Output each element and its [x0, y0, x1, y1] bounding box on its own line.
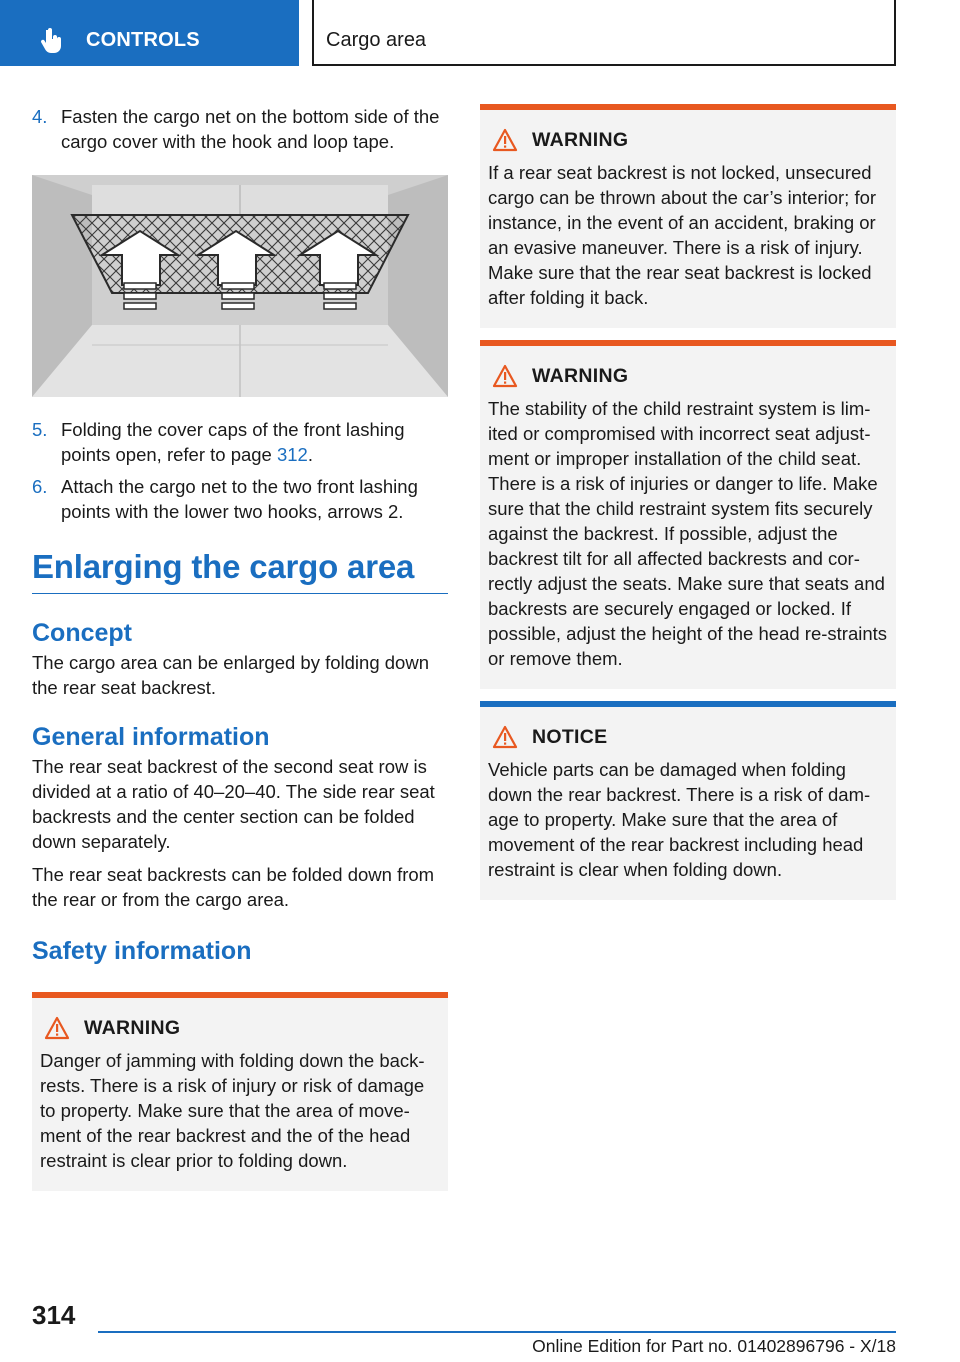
chapter-label: CONTROLS [86, 29, 200, 51]
warning-triangle-icon [44, 1016, 70, 1040]
concept-text: The cargo area can be enlarged by folding down the rear seat backrest. [32, 652, 429, 698]
hand-pointer-icon [40, 28, 64, 54]
right-column [480, 104, 896, 900]
warning-text: The stability of the child restraint system is lim-ited or compromised with incorrect seat adjust-ment or improper installation of the child seat. There is a risk of injuries or danger to life. Make sure that the child restraint system fits securely against the backrest. If possible, adjust the backrest tilt for all affected backrests and cor-rectly adjust the seats. Make sure that seats and backrests are securely engaged or locked. If possible, adjust the height of the head re-straints or remove them. [488, 398, 888, 669]
warning-triangle-icon [492, 128, 518, 152]
step-6 [32, 474, 448, 524]
chapter-tab[interactable] [0, 0, 299, 66]
warning-box [480, 104, 896, 328]
warning-header [492, 362, 888, 390]
safety-info-heading: Safety information [32, 937, 252, 965]
step-text: Folding the cover caps of the front lashing points open, refer to page [61, 419, 405, 465]
cargo-net-image [32, 175, 448, 397]
concept-heading: Concept [32, 619, 132, 647]
step-number: 6. [32, 476, 48, 497]
page-header [0, 0, 960, 66]
warning-box [32, 992, 448, 1191]
step-text: Fasten the cargo net on the bottom side of the cargo cover with the hook and loop tape. [61, 106, 440, 152]
general-info-paragraph-1: The rear seat backrest of the second seat row is divided at a ratio of 40–20–40. The side rear seat backrests and the center section can be folded down separately. [32, 756, 435, 852]
section-title: Enlarging the cargo area [32, 548, 448, 594]
warning-triangle-icon [492, 364, 518, 388]
step-5 [32, 417, 448, 467]
warning-title: WARNING [532, 364, 629, 387]
page-number: 314 [32, 1300, 76, 1330]
step-text-end: . [307, 444, 313, 465]
cargo-net-illustration [32, 175, 448, 397]
warning-triangle-icon [492, 725, 518, 749]
warning-text: If a rear seat backrest is not locked, unsecured cargo can be thrown about the car’s interior; for instance, in the event of an accident, braking or an evasive maneuver. There is a risk of injury. Make sure that the rear seat backrest is locked after folding it back. [488, 162, 877, 308]
notice-title: NOTICE [532, 725, 608, 748]
general-info-paragraph-2: The rear seat backrests can be folded down from the rear or from the cargo area. [32, 864, 435, 910]
warning-title: WARNING [532, 128, 629, 151]
warning-title: WARNING [84, 1016, 181, 1039]
general-info-heading: General information [32, 723, 270, 751]
page-reference-link[interactable]: 312 [276, 444, 308, 465]
warning-header [492, 126, 888, 154]
notice-text: Vehicle parts can be damaged when folding down the rear backrest. There is a risk of dam-age to property. Make sure that the area of movement of the rear backrest including head restraint is clear when folding down. [488, 759, 871, 880]
warning-text: Danger of jamming with folding down the back-rests. There is a risk of injury or risk of damage to property. Make sure that the area of move-ment of the rear backrest and the of the head restraint is clear prior to folding down. [40, 1050, 425, 1171]
warning-box [480, 340, 896, 689]
step-text: Attach the cargo net to the two front lashing points with the lower two hooks, arrows 2. [61, 476, 418, 522]
footer-divider [98, 1331, 896, 1333]
section-header [312, 0, 896, 66]
notice-header [492, 723, 888, 751]
notice-box [480, 701, 896, 900]
left-column [32, 104, 448, 1191]
section-label: Cargo area [326, 29, 427, 51]
edition-note: Online Edition for Part no. 01402896796 - X/18 [532, 1336, 896, 1356]
step-4 [32, 104, 448, 154]
step-number: 4. [32, 106, 48, 127]
warning-header [44, 1014, 440, 1042]
step-number: 5. [32, 419, 48, 440]
